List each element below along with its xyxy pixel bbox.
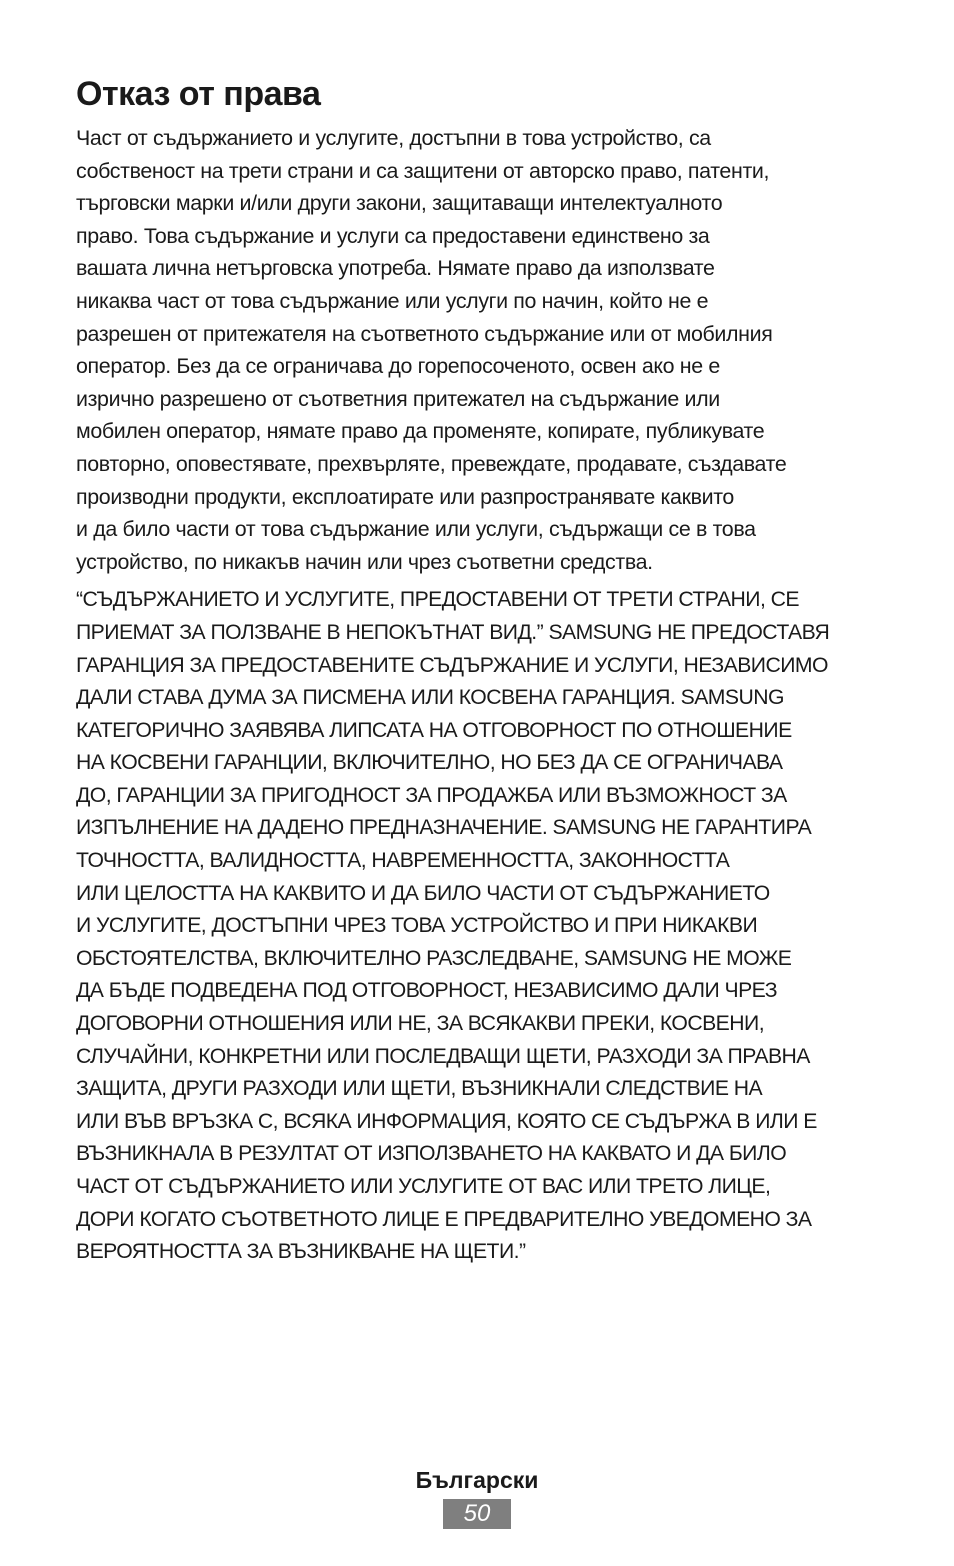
paragraph-line: право. Това съдържание и услуги са предоставени единствено за [76,223,710,248]
paragraph-line: ТОЧНОСТТА, ВАЛИДНОСТТА, НАВРЕМЕННОСТТА, ЗАКОННОСТТА [76,849,730,873]
paragraph-line: СЛУЧАЙНИ, КОНКРЕТНИ ИЛИ ПОСЛЕДВАЩИ ЩЕТИ, РАЗХОДИ ЗА ПРАВНА [76,1044,810,1068]
paragraph-line: разрешен от притежателя на съответното съдържание или от мобилния [76,321,773,346]
paragraph-line: ВЕРОЯТНОСТТА ЗА ВЪЗНИКВАНЕ НА ЩЕТИ.” [76,1240,526,1264]
paragraph-line: ЗАЩИТА, ДРУГИ РАЗХОДИ ИЛИ ЩЕТИ, ВЪЗНИКНАЛИ СЛЕДСТВИЕ НА [76,1077,763,1101]
paragraph-line: ДОГОВОРНИ ОТНОШЕНИЯ ИЛИ НЕ, ЗА ВСЯКАКВИ ПРЕКИ, КОСВЕНИ, [76,1012,765,1036]
paragraph-line: ДАЛИ СТАВА ДУМА ЗА ПИСМЕНА ИЛИ КОСВЕНА ГАРАНЦИЯ. SAMSUNG [76,686,784,710]
paragraph-line: ДА БЪДЕ ПОДВЕДЕНА ПОД ОТГОВОРНОСТ, НЕЗАВИСИМО ДАЛИ ЧРЕЗ [76,979,778,1003]
paragraph-line: ПРИЕМАТ ЗА ПОЛЗВАНЕ В НЕПОКЪТНАТ ВИД.” SAMSUNG НЕ ПРЕДОСТАВЯ [76,620,830,644]
paragraph-line: ИЗПЪЛНЕНИЕ НА ДАДЕНО ПРЕДНАЗНАЧЕНИЕ. SAMSUNG НЕ ГАРАНТИРА [76,816,812,840]
paragraph-line: ВЪЗНИКНАЛА В РЕЗУЛТАТ ОТ ИЗПОЛЗВАНЕТО НА КАКВАТО И ДА БИЛО [76,1142,787,1166]
paragraph-line: вашата лична нетърговска употреба. Нямате право да използвате [76,256,715,281]
paragraph-line: устройство, по никакъв начин или чрез съответни средства. [76,549,653,574]
paragraph-line: “СЪДЪРЖАНИЕТО И УСЛУГИТЕ, ПРЕДОСТАВЕНИ ОТ ТРЕТИ СТРАНИ, СЕ [76,588,799,612]
paragraph-line: търговски марки и/или други закони, защитаващи интелектуалното [76,191,723,216]
paragraph-line: ГАРАНЦИЯ ЗА ПРЕДОСТАВЕНИТЕ СЪДЪРЖАНИЕ И УСЛУГИ, НЕЗАВИСИМО [76,653,828,677]
paragraph-line: ИЛИ ЦЕЛОСТТА НА КАКВИТО И ДА БИЛО ЧАСТИ ОТ СЪДЪРЖАНИЕТО [76,881,770,905]
document-body [76,74,876,1269]
paragraph-line: ИЛИ ВЪВ ВРЪЗКА С, ВСЯКА ИНФОРМАЦИЯ, КОЯТО СЕ СЪДЪРЖА В ИЛИ Е [76,1109,817,1133]
paragraph-line: изрично разрешено от съответния притежател на съдържание или [76,386,720,411]
paragraph-line: собственост на трети страни и са защитени от авторско право, патенти, [76,158,770,183]
paragraph-line: и да било части от това съдържание или услуги, съдържащи се в това [76,517,756,542]
paragraph-line: мобилен оператор, нямате право да променяте, копирате, публикувате [76,419,765,444]
page-footer [0,1465,954,1529]
paragraph-line: Част от съдържанието и услугите, достъпни в това устройство, са [76,126,711,150]
paragraph-line: ДО, ГАРАНЦИИ ЗА ПРИГОДНОСТ ЗА ПРОДАЖБА ИЛИ ВЪЗМОЖНОСТ ЗА [76,783,787,807]
page-number-badge: 50 [443,1499,511,1529]
paragraph-line: ДОРИ КОГАТО СЪОТВЕТНОТО ЛИЦЕ Е ПРЕДВАРИТЕЛНО УВЕДОМЕНО ЗА [76,1207,812,1231]
paragraph-line: НА КОСВЕНИ ГАРАНЦИИ, ВКЛЮЧИТЕЛНО, НО БЕЗ ДА СЕ ОГРАНИЧАВА [76,751,783,775]
paragraph-line: ЧАСТ ОТ СЪДЪРЖАНИЕТО ИЛИ УСЛУГИТЕ ОТ ВАС ИЛИ ТРЕТО ЛИЦЕ, [76,1175,771,1198]
paragraph-line: И УСЛУГИТЕ, ДОСТЪПНИ ЧРЕЗ ТОВА УСТРОЙСТВО И ПРИ НИКАКВИ [76,914,758,938]
paragraph-line: повторно, оповестявате, прехвърляте, превеждате, продавате, създавате [76,451,787,476]
page-title: Отказ от права [76,75,321,113]
paragraph-line: производни продукти, експлоатирате или разпространявате каквито [76,484,734,509]
footer-language-label: Български [415,1467,539,1493]
warranty-disclaimer-paragraph [76,584,876,1268]
paragraph-line: КАТЕГОРИЧНО ЗАЯВЯВА ЛИПСАТА НА ОТГОВОРНОСТ ПО ОТНОШЕНИЕ [76,718,792,742]
paragraph-line: оператор. Без да се ограничава до горепосоченото, освен ако не е [76,354,720,379]
disclaimer-paragraph [76,122,876,578]
paragraph-line: ОБСТОЯТЕЛСТВА, ВКЛЮЧИТЕЛНО РАЗСЛЕДВАНЕ, SAMSUNG НЕ МОЖЕ [76,946,792,970]
paragraph-line: никаква част от това съдържание или услуги по начин, който не е [76,288,709,313]
